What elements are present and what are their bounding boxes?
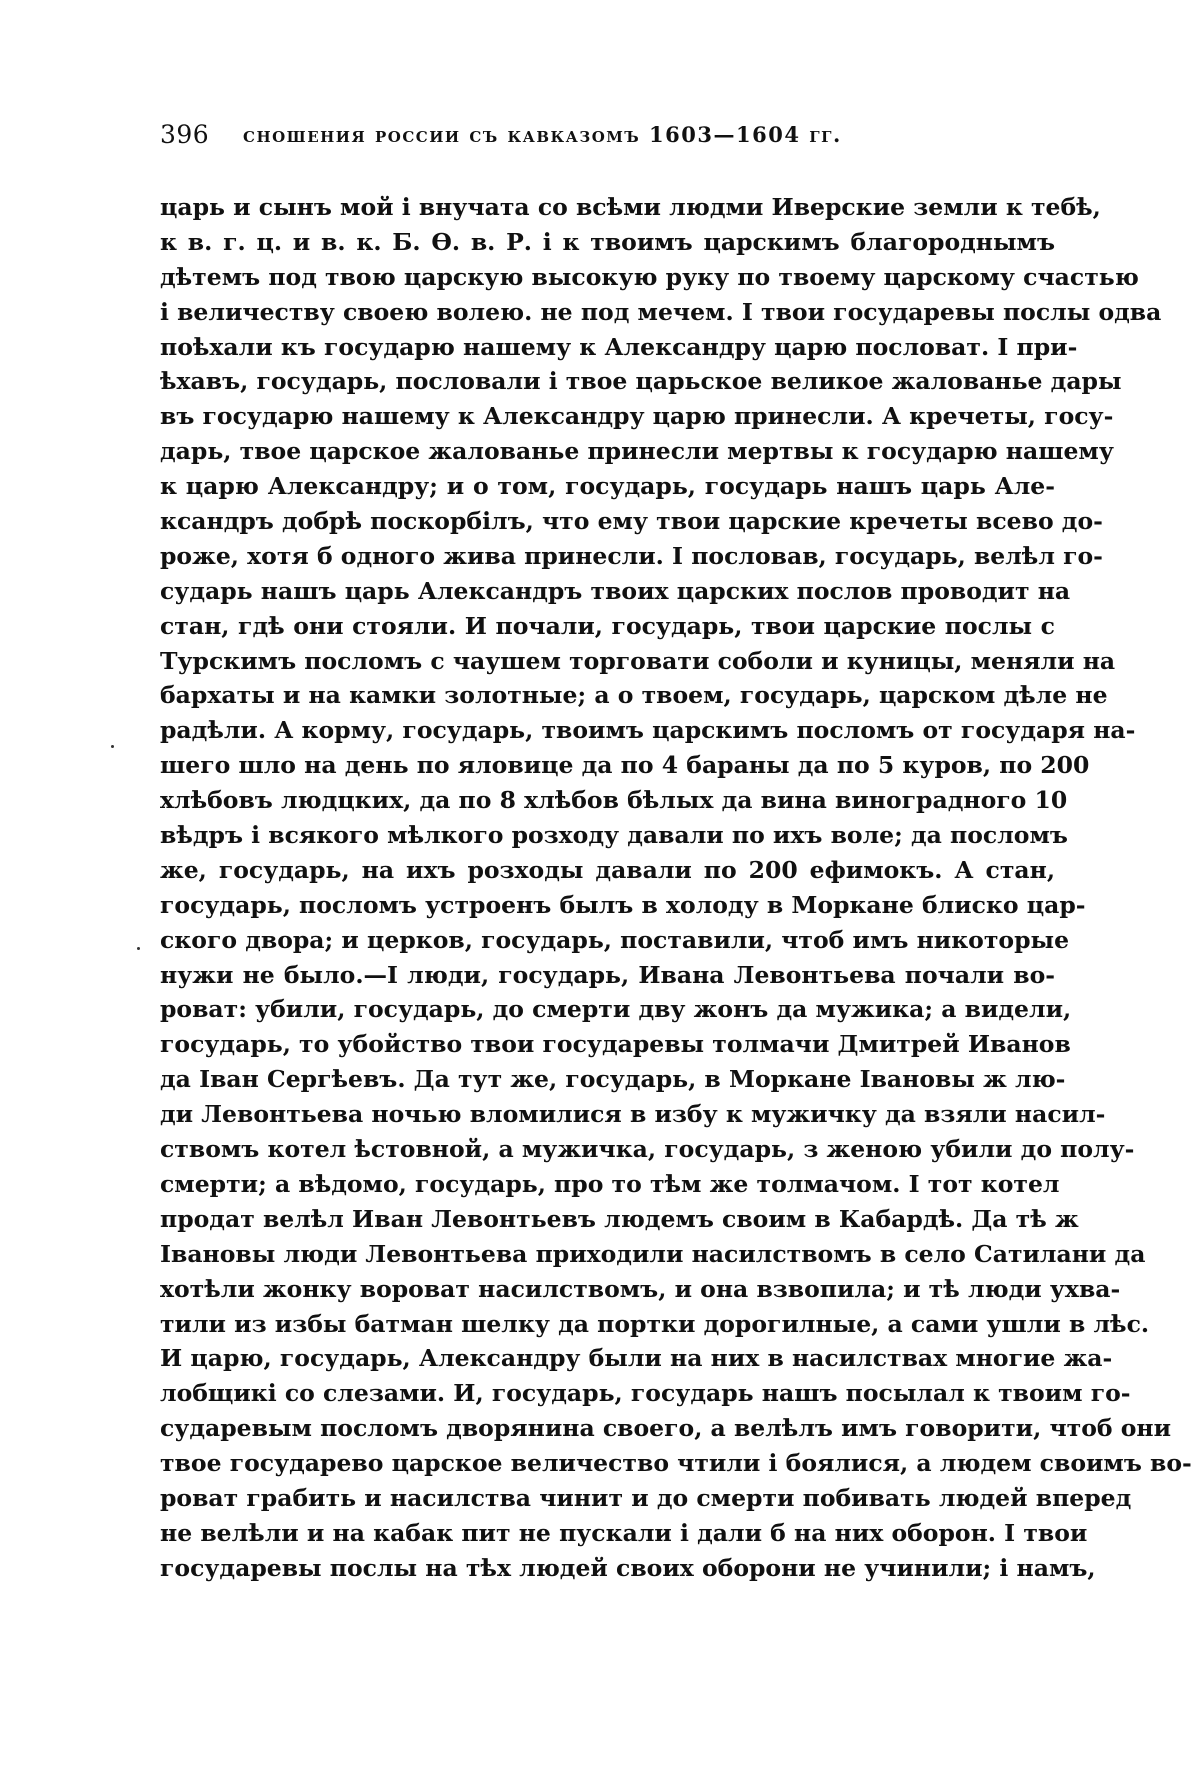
text-line: роват грабить и насилства чинит и до смерти побивать людей вперед [160, 1483, 1132, 1512]
text-line: И царю, государь, Александру были на них в насилствах многие жа- [160, 1344, 1113, 1373]
text-line: въ государю нашему к Александру царю принесли. А кречеты, госу- [160, 402, 1114, 431]
text-line: государь, то убойство твои государевы толмачи Дмитрей Иванов [160, 1030, 1071, 1059]
text-line: хлѣбовъ людцких, да по 8 хлѣбов бѣлых да вина виноградного 10 [160, 786, 1068, 815]
body-text [160, 190, 1192, 1586]
text-line: лобщикі со слезами. И, государь, государь нашъ посылал к твоим го- [160, 1379, 1131, 1408]
text-line: вѣдръ і всякого мѣлкого розходу давали по ихъ воле; да посломъ [160, 821, 1068, 850]
text-line: царь и сынъ мой і внучата со всѣми людми Иверские земли к тебѣ, [160, 193, 1101, 221]
text-line: радѣли. А корму, государь, твоимъ царскимъ посломъ от государя на- [160, 716, 1136, 745]
text-line: і величеству своею волею. не под мечем. І твои государевы послы одва [160, 297, 1162, 326]
text-line: дѣтемъ под твою царскую высокую руку по твоему царскому счастью [160, 262, 1139, 291]
scan-speck [137, 947, 140, 950]
text-line: к в. г. ц. и в. к. Б. Ѳ. в. Р. і к твоимъ царскимъ благороднымъ [160, 227, 1055, 256]
text-line: ского двора; и церков, государь, поставили, чтоб имъ никоторые [160, 925, 1070, 954]
text-line: не велѣли и на кабак пит не пускали і дали б на них оборон. І твои [160, 1518, 1088, 1547]
text-line: Турскимъ посломъ с чаушем торговати соболи и куницы, меняли на [160, 646, 1116, 675]
text-line: ѣхавъ, государь, пословали і твое царьское великое жалованье дары [160, 367, 1122, 396]
page-number: 396 [160, 120, 210, 149]
text-line: роже, хотя б одного жива принесли. І пословав, государь, велѣл го- [160, 541, 1103, 570]
text-line: дарь, твое царское жалованье принесли мертвы к государю нашему [160, 437, 1114, 466]
text-line: ствомъ котел ѣстовной, а мужичка, государь, з женою убили до полу- [160, 1135, 1135, 1164]
text-line: твое государево царское величество чтили і боялися, а людем своимъ во- [160, 1449, 1192, 1478]
text-line: государь, посломъ устроенъ былъ в холоду в Моркане блиско цар- [160, 890, 1086, 919]
text-line: сударевым посломъ дворянина своего, а велѣлъ имъ говорити, чтоб они [160, 1414, 1172, 1443]
scan-speck [111, 745, 114, 748]
text-line: Івановы люди Левонтьева приходили насилствомъ в село Сатилани да [160, 1239, 1146, 1268]
text-line: поѣхали къ государю нашему к Александру царю пословат. І при- [160, 332, 1078, 361]
text-line: да Іван Сергѣевъ. Да тут же, государь, в Моркане Івановы ж лю- [160, 1065, 1066, 1094]
running-head [160, 114, 960, 154]
text-line: хотѣли жонку вороват насилствомъ, и она взвопила; и тѣ люди ухва- [160, 1274, 1121, 1303]
text-line: смерти; а вѣдомо, государь, про то тѣм же толмачом. І тот котел [160, 1169, 1060, 1198]
text-line: роват: убили, государь, до смерти дву жонъ да мужика; а видели, [160, 995, 1072, 1024]
text-line: бархаты и на камки золотные; а о твоем, государь, царском дѣле не [160, 681, 1108, 710]
text-line: сударь нашъ царь Александръ твоих царских послов проводит на [160, 576, 1071, 605]
text-line: ди Левонтьева ночью вломилися в избу к мужичку да взяли насил- [160, 1100, 1106, 1129]
text-line: стан, гдѣ они стояли. И почали, государь, твои царские послы с [160, 611, 1055, 640]
text-line: государевы послы на тѣх людей своих оборони не учинили; і намъ, [160, 1553, 1096, 1582]
text-line: продат велѣл Иван Левонтьевъ людемъ своим в Кабардѣ. Да тѣ ж [160, 1204, 1079, 1233]
text-line: же, государь, на ихъ розходы давали по 200 ефимокъ. А стан, [160, 855, 1055, 884]
running-title: сношения россии съ кавказомъ 1603—1604 гг. [243, 122, 842, 147]
text-line: тили из избы батман шелку да портки дорогилные, а сами ушли в лѣс. [160, 1309, 1150, 1338]
text-line: нужи не было.—І люди, государь, Ивана Левонтьева почали во- [160, 960, 1055, 989]
text-line: ксандръ добрѣ поскорбілъ, что ему твои царские кречеты всево до- [160, 507, 1103, 536]
text-line: к царю Александру; и о том, государь, государь нашъ царь Але- [160, 472, 1055, 501]
text-line: шего шло на день по яловице да по 4 бараны да по 5 куров, по 200 [160, 751, 1090, 780]
